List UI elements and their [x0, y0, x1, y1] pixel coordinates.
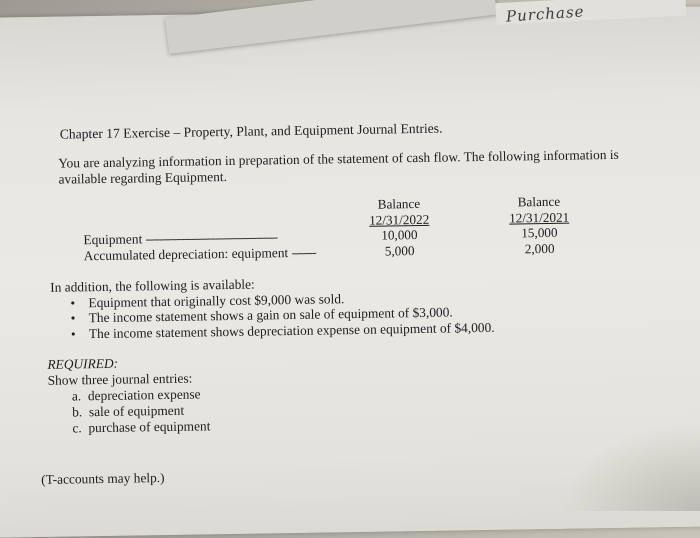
intro-line-1: You are analyzing information in preparation of the statement of cash flow. The following information is	[58, 146, 619, 171]
list-item: • The income statement shows a gain on sale of equipment of $3,000.	[70, 304, 453, 326]
column-heading: Balance	[377, 195, 421, 212]
cell-equipment-2022: 10,000	[381, 227, 418, 243]
handwritten-note: Purchase	[505, 2, 586, 26]
required-intro: Show three journal entries:	[47, 370, 193, 388]
cell-equipment-2021: 15,000	[521, 224, 558, 241]
additional-heading: In addition, the following is available:	[50, 276, 255, 295]
list-item: • Equipment that originally cost $9,000 was sold.	[70, 290, 345, 311]
table-row-accumulated-depreciation	[84, 245, 316, 265]
leader-dashes: -------	[291, 244, 316, 260]
exercise-title: Chapter 17 Exercise – Property, Plant, and Equipment Journal Entries.	[59, 120, 443, 142]
shadow	[560, 421, 700, 511]
leader-dashes: --------------------------------------	[145, 229, 278, 247]
column-heading: Balance	[517, 193, 561, 210]
list-item: b. sale of equipment	[72, 402, 185, 420]
required-section	[47, 354, 210, 437]
list-item: a. depreciation expense	[71, 386, 201, 404]
bullet-icon: •	[70, 310, 76, 326]
row-label: Accumulated depreciation: equipment	[83, 245, 289, 264]
t-accounts-hint: (T-accounts may help.)	[41, 470, 165, 487]
bullet-icon: •	[70, 294, 76, 311]
column-2021-header	[499, 193, 579, 225]
additional-info	[50, 273, 495, 342]
bullet-icon: •	[70, 326, 76, 342]
required-list	[48, 386, 211, 437]
background-paper	[165, 0, 497, 54]
row-label: Equipment	[83, 231, 143, 248]
intro-line-2: available regarding Equipment.	[58, 169, 228, 187]
column-2022-header	[359, 196, 439, 228]
column-date: 12/31/2021	[508, 209, 570, 226]
column-date: 12/31/2022	[369, 211, 430, 228]
cell-accum-dep-2022: 5,000	[384, 243, 415, 259]
intro-text	[58, 147, 619, 188]
list-item: c. purchase of equipment	[72, 418, 211, 436]
cell-accum-dep-2021: 2,000	[524, 240, 555, 257]
required-heading: REQUIRED:	[47, 355, 119, 372]
list-item: • The income statement shows depreciation expense on equipment of $4,000.	[70, 319, 495, 342]
